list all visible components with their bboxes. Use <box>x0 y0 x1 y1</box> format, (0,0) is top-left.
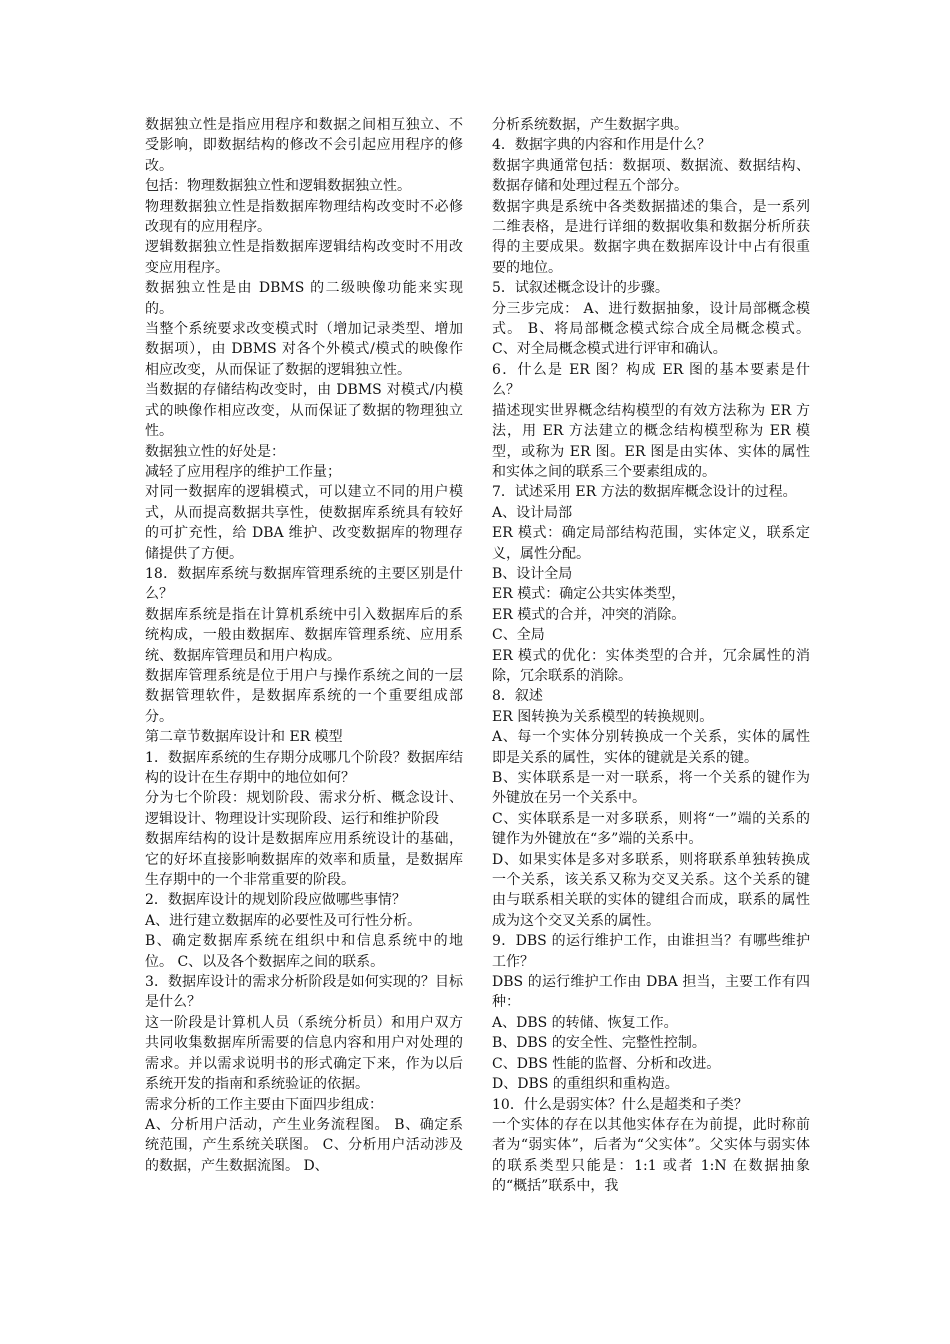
paragraph: 数据字典通常包括：数据项、数据流、数据结构、数据存储和处理过程五个部分。 <box>492 157 810 195</box>
paragraph: 对同一数据库的逻辑模式，可以建立不同的用户模式，从而提高数据共享性，使数据库系统具有较好的可扩充性，给 DBA 维护、改变数据库的物理存储提供了方便。 <box>145 484 463 562</box>
paragraph: A、进行建立数据库的必要性及可行性分析。 <box>145 912 422 929</box>
paragraph: 数据独立性是由 DBMS 的二级映像功能来实现的。 <box>145 280 463 317</box>
paragraph: 数据库管理系统是位于用户与操作系统之间的一层数据管理软件，是数据库系统的一个重要组成部分。 <box>145 667 463 725</box>
paragraph: A、每一个实体分别转换成一个关系，实体的属性即是关系的属性，实体的键就是关系的键。 <box>492 729 810 766</box>
right-column <box>492 115 810 1197</box>
paragraph: 分析系统数据，产生数据字典。 <box>492 117 688 133</box>
question-heading: 18．数据库系统与数据库管理系统的主要区别是什么？ <box>145 565 463 603</box>
paragraph: 数据字典是系统中各类数据描述的集合，是一系列二维表格，是进行详细的数据收集和数据分析所获得的主要成果。数据字典在数据库设计中占有很重要的地位。 <box>492 198 810 276</box>
question-heading: 5．试叙述概念设计的步骤。 <box>492 280 669 297</box>
paragraph: B、实体联系是一对一联系，将一个关系的键作为外键放在另一个关系中。 <box>492 770 810 807</box>
paragraph: B、设计全局 <box>492 565 573 582</box>
paragraph: A、设计局部 <box>492 504 573 521</box>
paragraph: ER 模式：确定局部结构范围，实体定义，联系定义，属性分配。 <box>492 525 810 562</box>
paragraph: 需求分析的工作主要由下面四步组成： <box>145 1096 383 1113</box>
paragraph: B、确定数据库系统在组织中和信息系统中的地位。 C、以及各个数据库之间的联系。 <box>145 933 463 970</box>
paragraph: 数据库系统是指在计算机系统中引入数据库后的系统构成，一般由数据库、数据库管理系统、应用系统、数据库管理员和用户构成。 <box>145 606 463 664</box>
paragraph: 描述现实世界概念结构模型的有效方法称为 ER 方法，用 ER 方法建立的概念结构模型称为 ER 模型，或称为 ER 图。ER 图是由实体、实体的属性和实体之间的联系三个要素组成的。 <box>492 402 810 480</box>
left-column <box>145 115 463 1176</box>
paragraph: 物理数据独立性是指数据库物理结构改变时不必修改现有的应用程序。 <box>145 198 463 236</box>
question-heading: 2．数据库设计的规划阶段应做哪些事情？ <box>145 892 406 909</box>
paragraph: C、全局 <box>492 627 545 644</box>
paragraph: 分为七个阶段：规划阶段、需求分析、概念设计、逻辑设计、物理设计实现阶段、运行和维护阶段 <box>145 790 463 827</box>
question-heading: 10．什么是弱实体？什么是超类和子类？ <box>492 1096 748 1113</box>
paragraph: 数据独立性是指应用程序和数据之间相互独立、不受影响，即数据结构的修改不会引起应用程序的修改。 <box>145 117 463 174</box>
paragraph: DBS 的运行维护工作由 DBA 担当，主要工作有四种： <box>492 974 810 1011</box>
question-heading: 7．试述采用 ER 方法的数据库概念设计的过程。 <box>492 484 797 501</box>
paragraph: ER 模式：确定公共实体类型， <box>492 586 686 603</box>
paragraph: B、DBS 的安全性、完整性控制。 <box>492 1035 706 1052</box>
chapter-heading: 第二章节数据库设计和 ER 模型 <box>145 729 343 746</box>
question-heading: 6．什么是 ER 图？构成 ER 图的基本要素是什么？ <box>492 361 810 399</box>
paragraph: ER 图转换为关系模型的转换规则。 <box>492 708 714 725</box>
paragraph: C、DBS 性能的监督、分析和改进。 <box>492 1055 721 1072</box>
paragraph: ER 模式的优化：实体类型的合并，冗余属性的消除，冗余联系的消除。 <box>492 647 810 684</box>
question-heading: 1．数据库系统的生存期分成哪几个阶段？数据库结构的设计在生存期中的地位如何？ <box>145 749 463 786</box>
paragraph: 数据独立性的好处是： <box>145 443 285 460</box>
paragraph: A、DBS 的转储、恢复工作。 <box>492 1014 678 1031</box>
paragraph: 减轻了应用程序的维护工作量； <box>145 463 341 480</box>
question-heading: 8．叙述 <box>492 688 543 705</box>
paragraph: ER 模式的合并，冲突的消除。 <box>492 606 686 623</box>
question-heading: 4．数据字典的内容和作用是什么？ <box>492 137 711 154</box>
paragraph: D、DBS 的重组织和重构造。 <box>492 1076 679 1093</box>
question-heading: 3．数据库设计的需求分析阶段是如何实现的？目标是什么？ <box>145 974 463 1011</box>
paragraph: 当整个系统要求改变模式时（增加记录类型、增加数据项），由 DBMS 对各个外模式/模式的映像作相应改变，从而保证了数据的逻辑独立性。 <box>145 321 463 378</box>
paragraph: 包括：物理数据独立性和逻辑数据独立性。 <box>145 178 411 195</box>
question-heading: 9．DBS 的运行维护工作，由谁担当？有哪些维护工作？ <box>492 933 810 970</box>
paragraph: 逻辑数据独立性是指数据库逻辑结构改变时不用改变应用程序。 <box>145 239 463 276</box>
paragraph: 分三步完成： A、进行数据抽象，设计局部概念模式。 B、将局部概念模式综合成全局概念模式。 C、对全局概念模式进行评审和确认。 <box>492 300 810 358</box>
paragraph: C、实体联系是一对多联系，则将“一”端的关系的键作为外键放在“多”端的关系中。 <box>492 810 810 848</box>
paragraph: 一个实体的存在以其他实体存在为前提，此时称前者为“弱实体”，后者为“父实体”。父实体与弱实体的联系类型只能是：1:1 或者 1:N 在数据抽象的“概括”联系中，我 <box>492 1116 810 1195</box>
paragraph: 这一阶段是计算机人员（系统分析员）和用户双方共同收集数据库所需要的信息内容和用户对处理的需求。并以需求说明书的形式确定下来，作为以后系统开发的指南和系统验证的依据。 <box>145 1014 463 1093</box>
paragraph: 数据库结构的设计是数据库应用系统设计的基础，它的好坏直接影响数据库的效率和质量，是数据库生存期中的一个非常重要的阶段。 <box>145 831 463 889</box>
paragraph: A、分析用户活动，产生业务流程图。 B、确定系统范围，产生系统关联图。 C、分析用户活动涉及的数据，产生数据流图。 D、 <box>145 1116 463 1174</box>
paragraph: 当数据的存储结构改变时，由 DBMS 对模式/内模式的映像作相应改变，从而保证了数据的物理独立性。 <box>145 382 463 440</box>
paragraph: D、如果实体是多对多联系，则将联系单独转换成一个关系，该关系又称为交叉关系。这个关系的键由与联系相关联的实体的键组合而成，联系的属性成为这个交叉关系的属性。 <box>492 851 810 929</box>
